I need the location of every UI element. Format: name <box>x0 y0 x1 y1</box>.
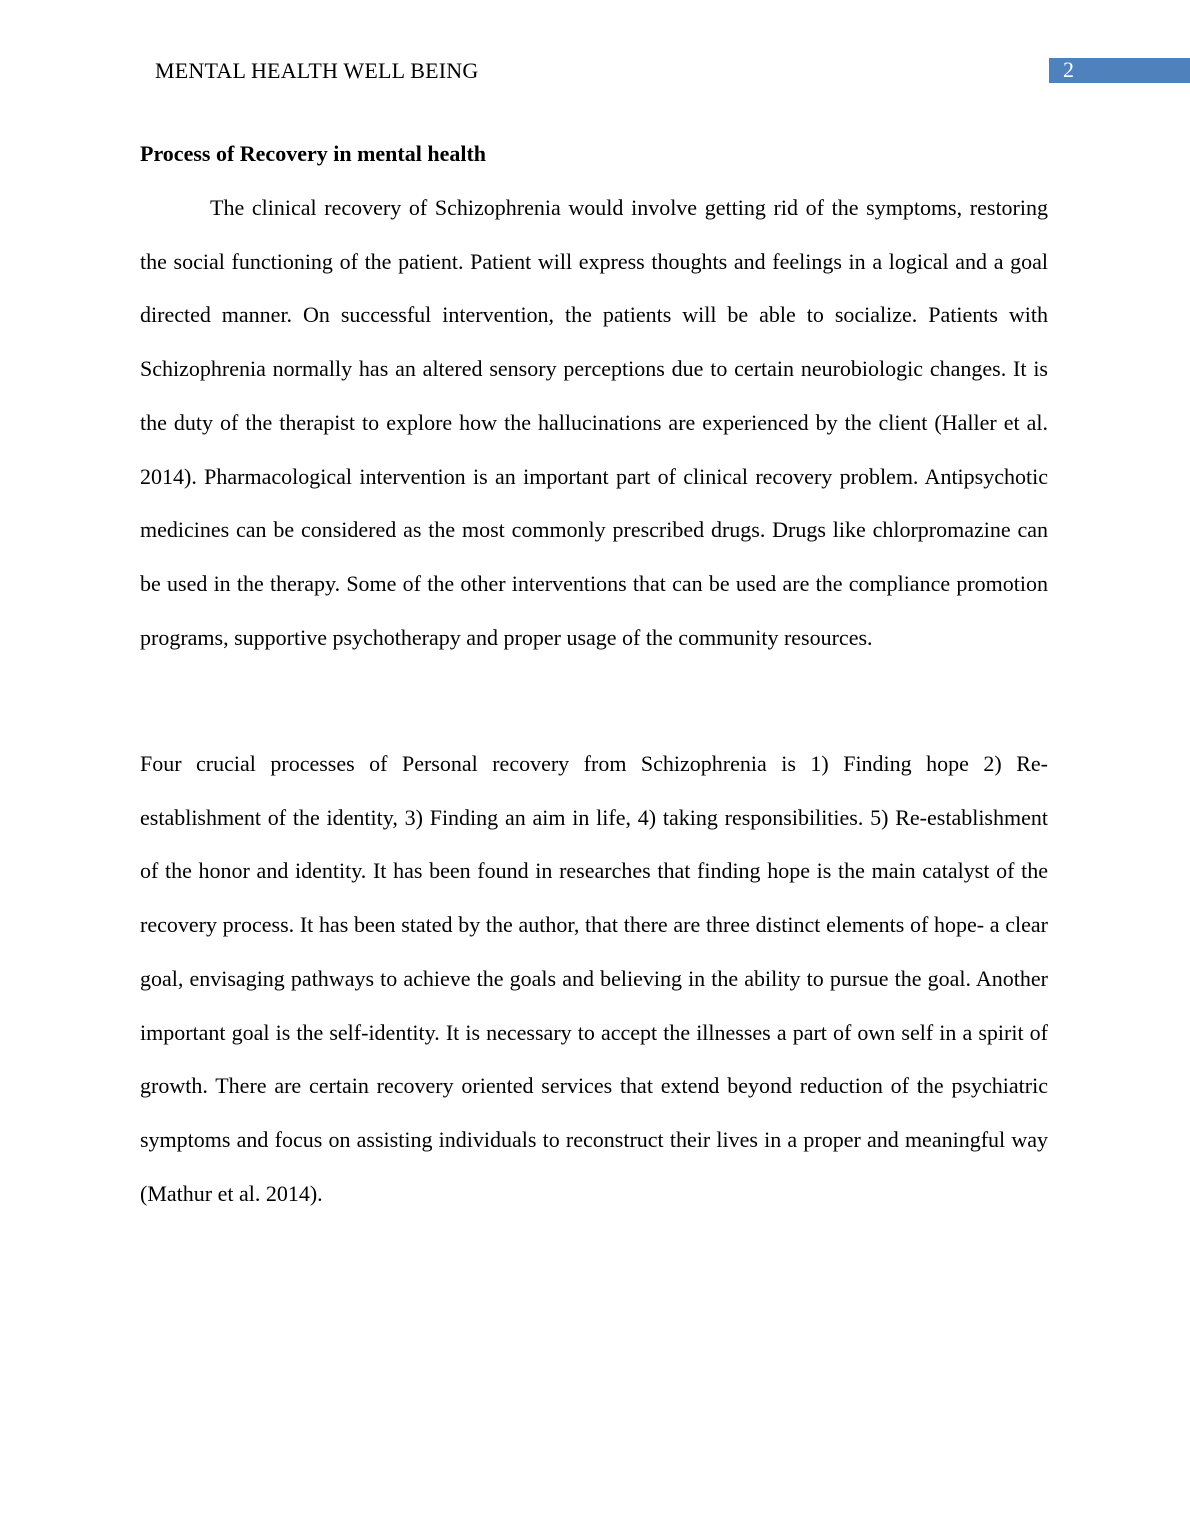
section-heading: Process of Recovery in mental health <box>140 141 487 166</box>
running-head: MENTAL HEALTH WELL BEING <box>155 58 479 83</box>
page-number-bar <box>1049 58 1190 83</box>
body-paragraph-clinical-recovery: The clinical recovery of Schizophrenia would involve getting rid of the symptoms, restoring the social functioning of the patient. Patient will express thoughts and feelings in a logical and a goal directed manner. On successful intervention, the patients will be able to socialize. Patients with Schizophrenia normally has an altered sensory perceptions due to certain neurobiologic changes. It is the duty of the therapist to explore how the hallucinations are experienced by the client (Haller et al. 2014). Pharmacological intervention is an important part of clinical recovery problem. Antipsychotic medicines can be considered as the most commonly prescribed drugs. Drugs like chlorpromazine can be used in the therapy. Some of the other interventions that can be used are the compliance promotion programs, supportive psychotherapy and proper usage of the community resources. <box>140 195 1048 650</box>
body-paragraph-personal-recovery: Four crucial processes of Personal recovery from Schizophrenia is 1) Finding hope 2) Re-establishment of the identity, 3) Finding an aim in life, 4) taking responsibilities. 5) Re-establishment of the honor and identity. It has been found in researches that finding hope is the main catalyst of the recovery process. It has been stated by the author, that there are three distinct elements of hope- a clear goal, envisaging pathways to achieve the goals and believing in the ability to pursue the goal. Another important goal is the self-identity. It is necessary to accept the illnesses a part of own self in a spirit of growth. There are certain recovery oriented services that extend beyond reduction of the psychiatric symptoms and focus on assisting individuals to reconstruct their lives in a proper and meaningful way (Mathur et al. 2014). <box>140 751 1048 1206</box>
page-number: 2 <box>1063 57 1074 82</box>
